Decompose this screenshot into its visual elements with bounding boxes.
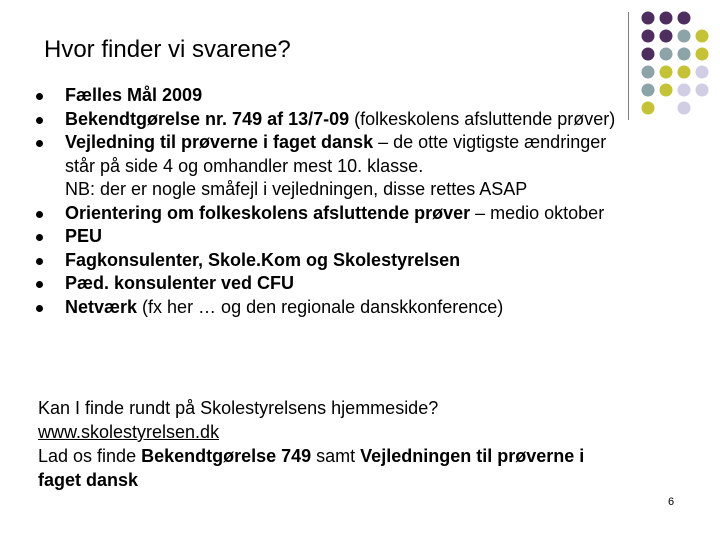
bullet-item-netvaerk [36, 296, 696, 320]
instruction-text: Lad os finde [38, 446, 142, 466]
bullet-item-fagkonsulenter [36, 249, 696, 273]
bullet-dot [36, 93, 43, 100]
bullet-dot [36, 211, 43, 218]
bullet-rest-text: (folkeskolens afsluttende prøver) [349, 108, 616, 129]
decorative-dot [642, 30, 655, 43]
bottom-text-block [38, 396, 678, 492]
decorative-dot [696, 66, 709, 79]
decorative-dot [660, 66, 673, 79]
question-line: Kan I finde rundt på Skolestyrelsens hjemmeside? [38, 398, 439, 418]
skolestyrelsen-link[interactable]: www.skolestyrelsen.dk [38, 422, 220, 442]
bullet-rest-text: (fx her … og den regionale danskkonference) [137, 296, 504, 317]
bullet-bold-text: Fagkonsulenter, Skole.Kom og Skolestyrelsen [65, 249, 461, 270]
bullet-rest-text: – medio oktober [470, 202, 605, 223]
bullet-bold-text: Pæd. konsulenter ved CFU [65, 273, 295, 293]
bullet-item-orientering [36, 202, 696, 226]
bullet-item-paed-konsulenter [36, 272, 696, 296]
decorative-dot [660, 12, 673, 25]
decorative-dot [696, 84, 709, 97]
slide-title: Hvor finder vi svarene? [44, 36, 291, 63]
bullet-item-vejledning [36, 131, 696, 202]
bullet-bold-text: PEU [65, 226, 103, 246]
bullet-dot [36, 281, 43, 288]
bullet-dot [36, 305, 43, 312]
decorative-dot [660, 30, 673, 43]
bullet-dot [36, 258, 43, 265]
decorative-dot [678, 12, 691, 25]
bullet-list [36, 84, 696, 319]
decorative-dot [642, 48, 655, 61]
decorative-dot [678, 30, 691, 43]
instruction-bold-vejledningen: Vejledningen til prøverne i [360, 446, 585, 466]
bullet-dot [36, 234, 43, 241]
bullet-bold-text: Orientering om folkeskolens afsluttende prøver [65, 202, 471, 223]
bullet-rest-text: – de otte vigtigste ændringer [373, 132, 607, 152]
bullet-note-text: NB: der er nogle småfejl i vejledningen, disse rettes ASAP [65, 179, 528, 199]
bullet-dot [36, 140, 43, 147]
page-number: 6 [668, 496, 675, 508]
bullet-bold-text: Netværk [65, 296, 138, 317]
bullet-bold-text: Bekendtgørelse nr. 749 af 13/7-09 [65, 108, 350, 129]
instruction-bold-bekendtgoerelse: Bekendtgørelse 749 [141, 446, 312, 466]
decorative-dot [696, 48, 709, 61]
decorative-dot [660, 48, 673, 61]
instruction-line [38, 444, 678, 468]
bullet-item-peu [36, 225, 696, 249]
decorative-dot [642, 66, 655, 79]
decorative-dot [678, 48, 691, 61]
decorative-dot [696, 30, 709, 43]
bullet-item-faelles-maal [36, 84, 696, 108]
bullet-bold-text: Vejledning til prøverne i faget dansk [65, 132, 374, 152]
decorative-dot [678, 66, 691, 79]
bullet-bold-text: Fælles Mål 2009 [65, 85, 203, 105]
bullet-dot [36, 117, 43, 124]
bullet-item-bekendtgoerelse [36, 108, 696, 132]
instruction-bold-faget-dansk: faget dansk [38, 470, 139, 490]
decorative-dot [642, 12, 655, 25]
instruction-text: samt [311, 446, 361, 466]
bullet-continuation-text: står på side 4 og omhandler mest 10. klasse. [65, 155, 424, 176]
